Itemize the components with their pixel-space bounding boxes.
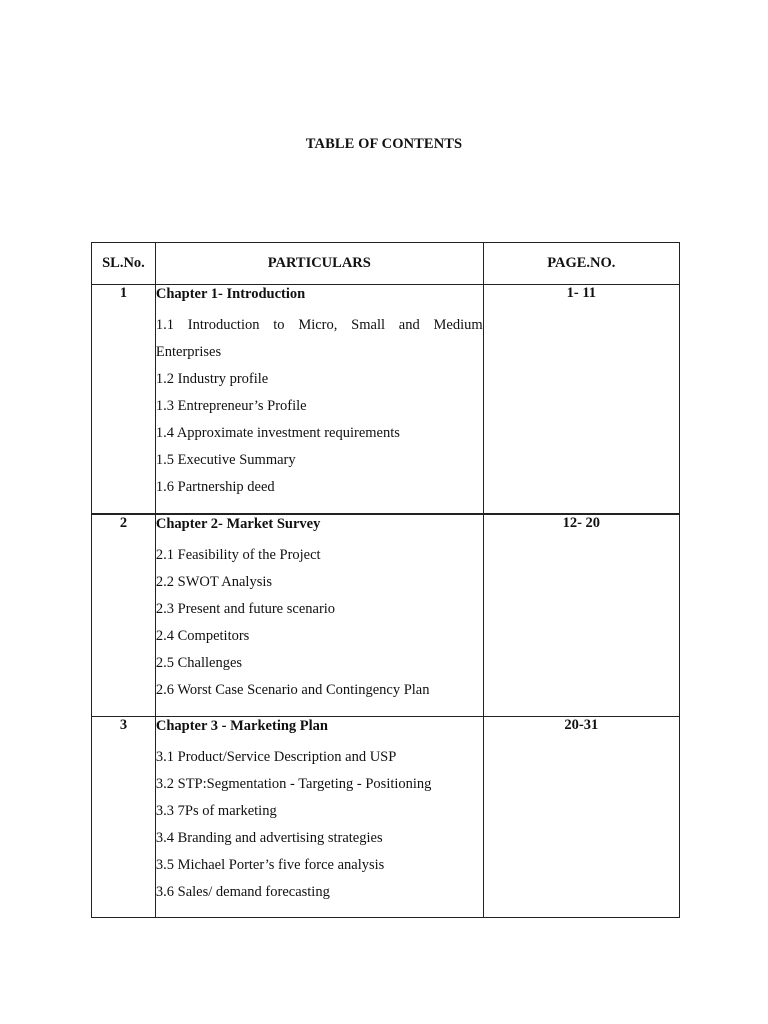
section-item: 1.3 Entrepreneur’s Profile [155,398,307,414]
page-range: 20-31 [483,717,679,918]
header-sl-no: SL.No. [92,243,156,285]
chapter-title: Chapter 2- Market Survey [155,516,321,532]
section-item: 2.4 Competitors [155,628,250,644]
section-item: 2.2 SWOT Analysis [155,574,273,590]
particulars-cell [155,514,483,717]
section-item: 2.5 Challenges [155,655,243,671]
section-item: 3.5 Michael Porter’s five force analysis [155,857,385,873]
table-header [92,243,680,285]
table-body [92,285,680,918]
table-row-chapter-3 [92,717,680,918]
sl-number: 1 [92,285,156,515]
table-row-chapter-1 [92,285,680,515]
section-item: 1.6 Partnership deed [155,479,275,495]
chapter-title: Chapter 3 - Marketing Plan [155,718,328,734]
section-item: 3.4 Branding and advertising strategies [155,830,383,846]
header-row [92,243,680,285]
table-row-chapter-2 [92,514,680,717]
section-item: 1.2 Industry profile [155,371,269,387]
section-item: 1.1 Introduction to Micro, Small and Medium Enterprises [155,317,483,360]
page-range: 1- 11 [483,285,679,515]
section-item: 3.3 7Ps of marketing [155,803,277,819]
page-title: TABLE OF CONTENTS [305,136,463,152]
section-item: 3.2 STP:Segmentation - Targeting - Positioning [155,776,432,792]
chapter-title: Chapter 1- Introduction [155,286,306,302]
section-item: 2.1 Feasibility of the Project [155,547,321,563]
section-item: 1.5 Executive Summary [155,452,296,468]
sl-number: 3 [92,717,156,918]
section-item: 2.3 Present and future scenario [155,601,336,617]
section-item: 3.6 Sales/ demand forecasting [155,884,330,900]
section-item: 1.4 Approximate investment requirements [155,425,400,441]
particulars-cell [155,285,483,515]
section-item: 2.6 Worst Case Scenario and Contingency Plan [155,682,430,698]
table-of-contents [91,242,680,918]
header-particulars: PARTICULARS [155,243,483,285]
page-range: 12- 20 [483,514,679,717]
sl-number: 2 [92,514,156,717]
particulars-cell [155,717,483,918]
header-page-no: PAGE.NO. [483,243,679,285]
section-item: 3.1 Product/Service Description and USP [155,749,397,765]
